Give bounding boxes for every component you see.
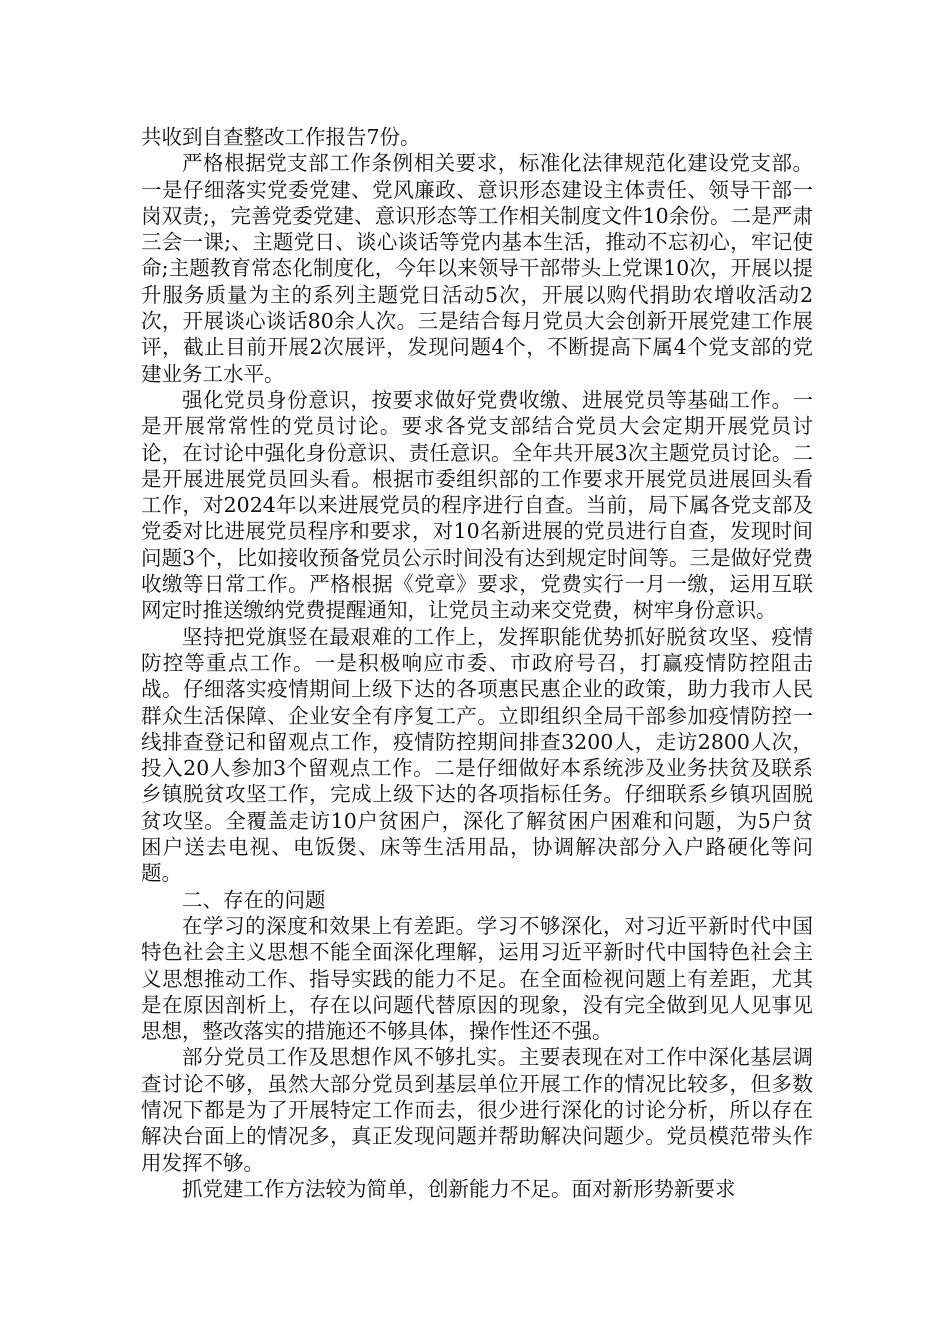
paragraph-poverty-epidemic-work: 坚持把党旗竖在最艰难的工作上，发挥职能优势抓好脱贫攻坚、疫情防控等重点工作。一是积极响应市委、市政府号召，打赢疫情防控阻击战。仔细落实疫情期间上级下达的各项惠民惠企业的政策，助力我市人民群众生活保障、企业安全有序复工产。立即组织全局干部参加疫情防控一线排查登记和留观点工作，疫情防控期间排查3200人，走访2800人次，投入20人参加3个留观点工作。二是仔细做好本系统涉及业务扶贫及联系乡镇脱贫攻坚工作，完成上级下达的各项指标任务。仔细联系乡镇巩固脱贫攻坚。全覆盖走访10户贫困户，深化了解贫困户困难和问题，为5户贫困户送去电视、电饭煲、床等生活用品，协调解决部分入户路硬化等问题。 (141, 624, 813, 886)
document-body (141, 124, 813, 1202)
paragraph-work-style-issues: 部分党员工作及思想作风不够扎实。主要表现在对工作中深化基层调查讨论不够，虽然大部分党员到基层单位开展工作的情况比较多，但多数情况下都是为了开展特定工作而去，很少进行深化的讨论分析，所以存在解决台面上的情况多，真正发现问题并帮助解决问题少。党员模范带头作用发挥不够。 (141, 1045, 813, 1175)
section-heading-existing-problems: 二、存在的问题 (182, 887, 326, 912)
paragraph-party-member-identity: 强化党员身份意识，按要求做好党费收缴、进展党员等基础工作。一是开展常常性的党员讨论。要求各党支部结合党员大会定期开展党员讨论，在讨论中强化身份意识、责任意识。全年共开展3次主题党员讨论。二是开展进展党员回头看。根据市委组织部的工作要求开展党员进展回头看工作，对2024年以来进展党员的程序进行自查。当前，局下属各党支部及党委对比进展党员程序和要求，对10名新进展的党员进行自查，发现时间问题3个，比如接收预备党员公示时间没有达到规定时间等。三是做好党费收缴等日常工作。严格根据《党章》要求，党费实行一月一缴，运用互联网定时推送缴纳党费提醒通知，让党员主动来交党费，树牢身份意识。 (141, 387, 813, 623)
paragraph-party-building-methods: 抓党建工作方法较为简单，创新能力不足。面对新形势新要求 (182, 1176, 736, 1201)
paragraph-intro-line: 共收到自查整改工作报告7份。 (141, 125, 421, 149)
paragraph-party-branch-standardization: 严格根据党支部工作条例相关要求，标准化法律规范化建设党支部。一是仔细落实党委党建、党风廉政、意识形态建设主体责任、领导干部一岗双责;，完善党委党建、意识形态等工作相关制度文件10余份。二是严肃三会一课;、主题党日、谈心谈话等党内基本生活，推动不忘初心，牢记使命;主题教育常态化制度化，今年以来领导干部带头上党课10次，开展以提升服务质量为主的系列主题党日活动5次，开展以购代捐助农增收活动2次，开展谈心谈话80余人次。三是结合每月党员大会创新开展党建工作展评，截止目前开展2次展评，发现问题4个，不断提高下属4个党支部的党建业务工水平。 (141, 151, 813, 386)
paragraph-study-depth-gap: 在学习的深度和效果上有差距。学习不够深化，对习近平新时代中国特色社会主义思想不能全面深化理解，运用习近平新时代中国特色社会主义思想推动工作、指导实践的能力不足。在全面检视问题上有差距，尤其是在原因剖析上，存在以问题代替原因的现象，没有完全做到见人见事见思想，整改落实的措施还不够具体，操作性还不强。 (141, 913, 813, 1044)
